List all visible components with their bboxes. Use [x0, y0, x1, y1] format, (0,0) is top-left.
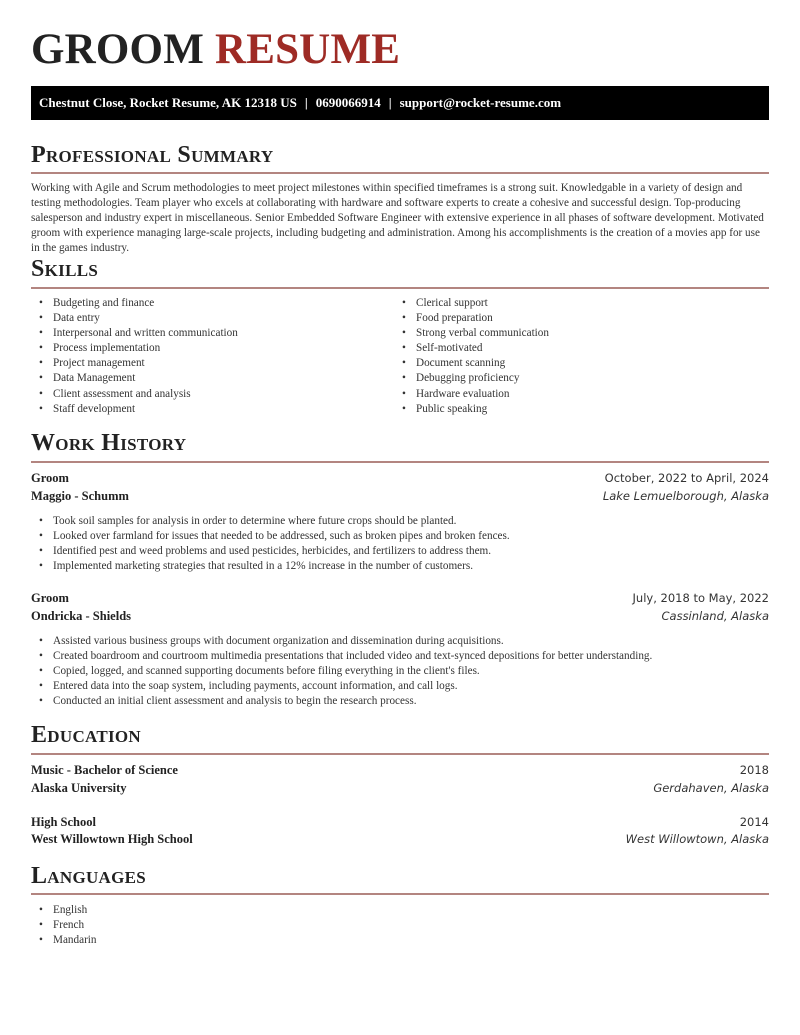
languages-list	[31, 903, 97, 948]
job-company: Maggio - Schumm	[31, 489, 129, 503]
job-header-row	[31, 471, 769, 489]
education-degree-row	[31, 815, 769, 833]
job-bullet: • Copied, logged, and scanned supporting documents before filing everything in the client's files.	[31, 664, 769, 679]
education-school-row	[31, 781, 769, 799]
job-location: Cassinland, Alaska	[661, 609, 769, 623]
section-divider	[31, 287, 769, 289]
contact-email: support@rocket-resume.com	[399, 95, 562, 110]
job-header-row	[31, 591, 769, 609]
job-company: Ondricka - Shields	[31, 609, 132, 623]
section-title-work-history: Work History	[31, 430, 187, 456]
education-year: 2018	[739, 763, 769, 777]
resume-title	[31, 27, 400, 73]
job-bullet: • Took soil samples for analysis in order to determine where future crops should be planted.	[31, 514, 769, 529]
skill-item: • Process implementation	[31, 341, 238, 356]
skills-list-right	[394, 296, 549, 417]
education-school-row	[31, 832, 769, 850]
education-year: 2014	[739, 815, 769, 829]
education-location: Gerdahaven, Alaska	[653, 781, 769, 795]
job-bullets	[31, 634, 769, 709]
skill-item: • Debugging proficiency	[394, 371, 549, 386]
skill-item: • Clerical support	[394, 296, 549, 311]
skill-item: • Data entry	[31, 311, 238, 326]
title-name-first: GROOM	[31, 26, 204, 73]
skill-item: • Public speaking	[394, 402, 549, 417]
language-item: • Mandarin	[31, 933, 97, 948]
language-item: • French	[31, 918, 97, 933]
section-divider	[31, 172, 769, 174]
job-bullet: • Identified pest and weed problems and used pesticides, herbicides, and fertilizers to address them.	[31, 544, 769, 559]
job-bullet: • Entered data into the soap system, including payments, account information, and call logs.	[31, 679, 769, 694]
job-bullet: • Conducted an initial client assessment and analysis to begin the research process.	[31, 694, 769, 709]
education-degree: High School	[31, 815, 96, 829]
language-item: • English	[31, 903, 97, 918]
title-name-last: RESUME	[214, 26, 401, 73]
contact-bar	[31, 86, 769, 120]
summary-text: Working with Agile and Scrum methodologies to meet project milestones within specified timeframes is a strong suit. Knowledgable in a variety of design and testing methodologies. Team player who excels at collaborating with hardware and software experts to create a cohesive and successful design. Top-producing salesperson and industry expert in miscellaneous. Senior Embedded Software Engineer with extensive experience in all phases of software development. Motivated groom with experience managing large-scale projects, including budgeting and administration. Among his accomplishments is the creation of a movies app for use in the games industry.	[31, 182, 764, 254]
education-location: West Willowtown, Alaska	[625, 832, 769, 846]
job-company-row	[31, 489, 769, 507]
section-title-education: Education	[31, 722, 142, 748]
job-company-row	[31, 609, 769, 627]
skills-list-left	[31, 296, 238, 417]
job-location: Lake Lemuelborough, Alaska	[602, 489, 769, 503]
skill-item: • Food preparation	[394, 311, 549, 326]
skill-item: • Project management	[31, 356, 238, 371]
skill-item: • Budgeting and finance	[31, 296, 238, 311]
job-bullet: • Looked over farmland for issues that needed to be addressed, such as broken pipes and broken fences.	[31, 529, 769, 544]
contact-separator: |	[304, 95, 308, 110]
job-bullet: • Implemented marketing strategies that resulted in a 12% increase in the number of customers.	[31, 559, 769, 574]
skill-item: • Strong verbal communication	[394, 326, 549, 341]
education-degree: Music - Bachelor of Science	[31, 763, 178, 777]
job-bullet: • Assisted various business groups with document organization and dissemination during acquisitions.	[31, 634, 769, 649]
skill-item: • Data Management	[31, 371, 238, 386]
education-school: West Willowtown High School	[31, 832, 193, 846]
job-bullets	[31, 514, 769, 574]
skill-item: • Self-motivated	[394, 341, 549, 356]
skill-item: • Hardware evaluation	[394, 387, 549, 402]
job-bullet: • Created boardroom and courtroom multimedia presentations that included video and text-synced depositions for better understanding.	[31, 649, 769, 664]
job-dates: July, 2018 to May, 2022	[632, 591, 769, 605]
section-divider	[31, 893, 769, 895]
section-title-skills: Skills	[31, 256, 99, 282]
job-dates: October, 2022 to April, 2024	[604, 471, 769, 485]
section-title-summary: Professional Summary	[31, 142, 274, 168]
contact-address: Chestnut Close, Rocket Resume, AK 12318 US	[39, 95, 297, 110]
section-divider	[31, 753, 769, 755]
job-position: Groom	[31, 591, 69, 605]
skill-item: • Client assessment and analysis	[31, 387, 238, 402]
section-title-languages: Languages	[31, 863, 147, 889]
section-divider	[31, 461, 769, 463]
skill-item: • Document scanning	[394, 356, 549, 371]
contact-separator: |	[388, 95, 392, 110]
skill-item: • Staff development	[31, 402, 238, 417]
education-school: Alaska University	[31, 781, 127, 795]
job-position: Groom	[31, 471, 69, 485]
contact-phone: 0690066914	[315, 95, 381, 110]
skill-item: • Interpersonal and written communication	[31, 326, 238, 341]
education-degree-row	[31, 763, 769, 781]
